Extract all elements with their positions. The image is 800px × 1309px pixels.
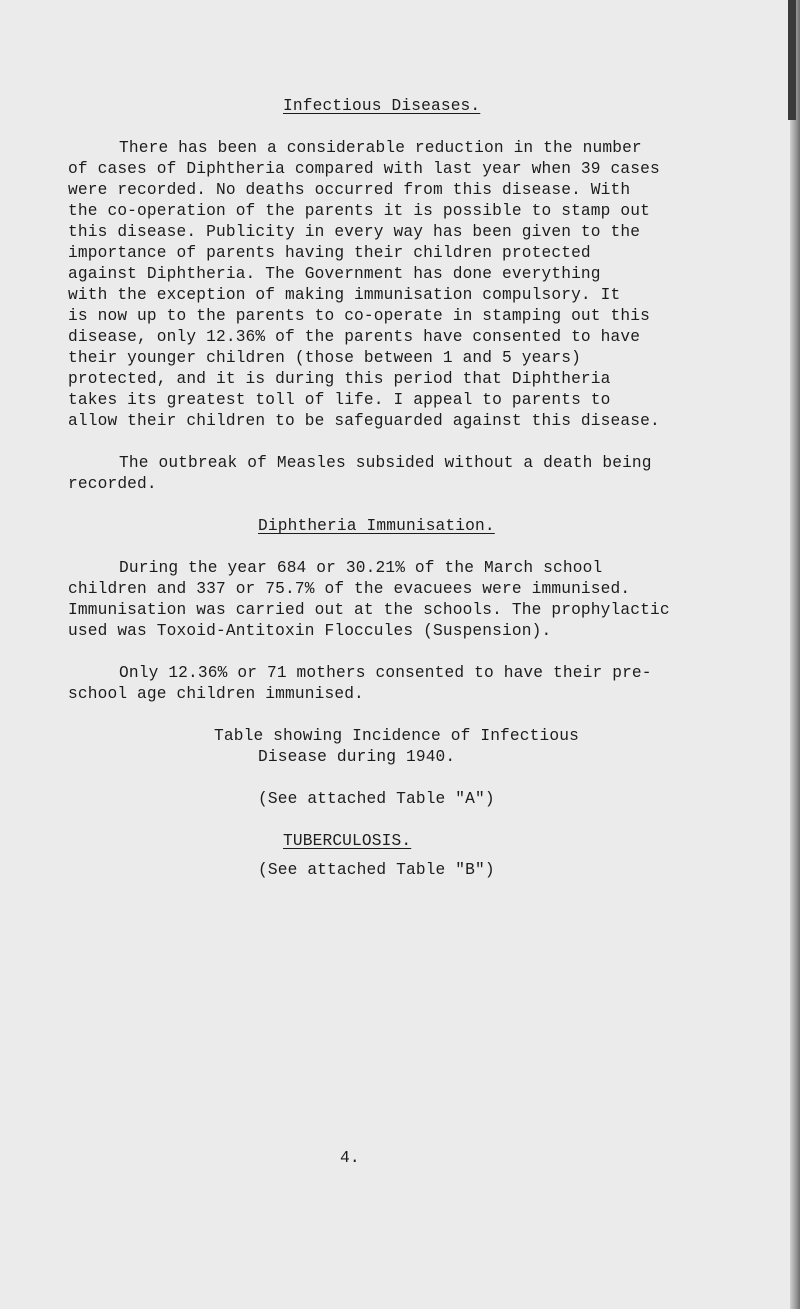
paragraph-line: the co-operation of the parents it is possible to stamp out: [68, 202, 650, 220]
paragraph-line: allow their children to be safeguarded against this disease.: [68, 412, 660, 430]
paragraph-line: used was Toxoid-Antitoxin Floccules (Suspension).: [68, 622, 552, 640]
paragraph-line: this disease. Publicity in every way has been given to the: [68, 223, 641, 241]
paragraph-line: their younger children (those between 1 and 5 years): [68, 349, 581, 367]
subheading-immunisation: Diphtheria Immunisation.: [258, 517, 495, 535]
paragraph-line: Immunisation was carried out at the schools. The prophylactic: [68, 601, 670, 619]
paragraph-line: is now up to the parents to co-operate in stamping out this: [68, 307, 650, 325]
caption-line: Disease during 1940.: [258, 748, 456, 766]
table-b-reference: (See attached Table "B"): [258, 861, 495, 879]
paragraph-line: The outbreak of Measles subsided without a death being: [119, 454, 652, 472]
paragraph-line: children and 337 or 75.7% of the evacuees were immunised.: [68, 580, 631, 598]
paragraph-line: disease, only 12.36% of the parents have consented to have: [68, 328, 641, 346]
paragraph-line: During the year 684 or 30.21% of the March school: [119, 559, 603, 577]
subheading-tuberculosis: TUBERCULOSIS.: [283, 832, 412, 850]
paragraph-line: There has been a considerable reduction in the number: [119, 139, 642, 157]
paragraph-line: were recorded. No deaths occurred from this disease. With: [68, 181, 631, 199]
paragraph-line: school age children immunised.: [68, 685, 364, 703]
page-edge-shadow: [790, 0, 800, 1309]
paragraph-line: of cases of Diphtheria compared with last year when 39 cases: [68, 160, 660, 178]
paragraph-line: Only 12.36% or 71 mothers consented to have their pre-: [119, 664, 652, 682]
paragraph-line: importance of parents having their children protected: [68, 244, 591, 262]
page-number: 4.: [340, 1149, 360, 1167]
section-heading: Infectious Diseases.: [283, 97, 481, 115]
paragraph-line: against Diphtheria. The Government has done everything: [68, 265, 601, 283]
paragraph-line: recorded.: [68, 475, 157, 493]
table-a-reference: (See attached Table "A"): [258, 790, 495, 808]
paragraph-line: takes its greatest toll of life. I appeal to parents to: [68, 391, 611, 409]
paragraph-line: protected, and it is during this period that Diphtheria: [68, 370, 611, 388]
caption-line: Table showing Incidence of Infectious: [214, 727, 579, 745]
paragraph-line: with the exception of making immunisation compulsory. It: [68, 286, 621, 304]
page-edge-dark-strip: [788, 0, 796, 120]
